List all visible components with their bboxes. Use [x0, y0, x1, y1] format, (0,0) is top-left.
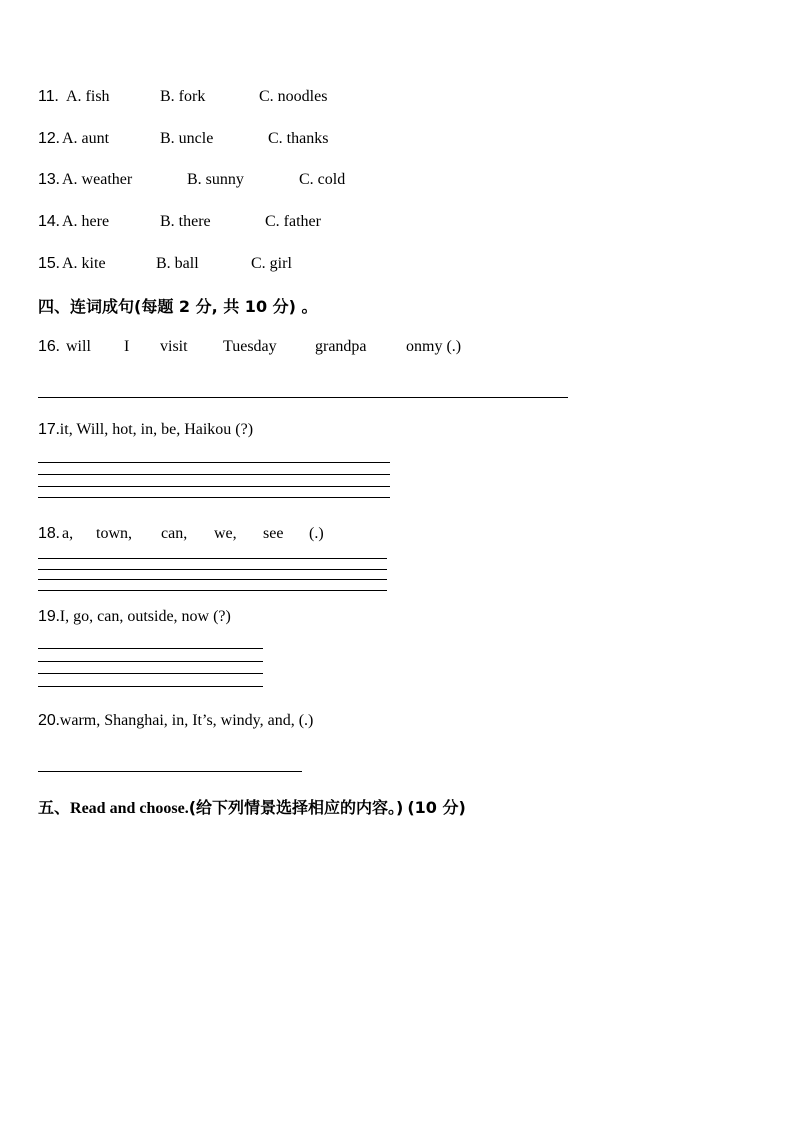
question-number: 18	[38, 525, 56, 542]
option-c: C. father	[265, 213, 321, 230]
question-words: warm, Shanghai, in, It’s, windy, and, (.)	[59, 712, 314, 729]
option-b: B. there	[160, 213, 211, 230]
question-16: 16. will I visit Tuesday grandpa onmy (.)	[38, 338, 462, 355]
option-c: C. thanks	[268, 130, 329, 147]
answer-line[interactable]	[38, 497, 390, 498]
question-number: 16	[38, 338, 56, 355]
answer-line[interactable]	[38, 590, 387, 591]
word: we,	[214, 525, 237, 542]
option-c: C. cold	[299, 171, 346, 188]
word: I	[124, 338, 130, 355]
question-13: 13. A. weather B. sunny C. cold	[38, 171, 346, 188]
word: can,	[161, 525, 188, 542]
question-11: 11. A. fish B. fork C. noodles	[38, 88, 328, 105]
answer-line[interactable]	[38, 771, 302, 772]
option-b: B. ball	[156, 255, 199, 272]
question-number: 14	[38, 213, 56, 230]
answer-line[interactable]	[38, 579, 387, 580]
answer-line[interactable]	[38, 397, 568, 398]
question-20: 20.warm, Shanghai, in, It’s, windy, and, (.)	[38, 712, 314, 729]
question-number: 11	[38, 88, 55, 105]
answer-line[interactable]	[38, 486, 390, 487]
answer-line[interactable]	[38, 569, 387, 570]
option-a: A. aunt	[62, 130, 110, 147]
question-number: 17	[38, 421, 56, 438]
answer-line[interactable]	[38, 648, 263, 649]
question-words: I, go, can, outside, now (?)	[59, 608, 231, 625]
word: (.)	[309, 525, 324, 542]
question-18: 18. a, town, can, we, see (.)	[38, 525, 324, 542]
option-a: A. weather	[62, 171, 133, 188]
section-4-heading: 四、连词成句(每题 2 分, 共 10 分) 。	[38, 297, 318, 316]
section-5-heading: 五、Read and choose.(给下列情景选择相应的内容。) (10 分)	[38, 798, 466, 817]
option-c: C. girl	[251, 255, 292, 272]
option-a: A. here	[62, 213, 110, 230]
word: town,	[96, 525, 132, 542]
answer-line[interactable]	[38, 558, 387, 559]
question-number: 13	[38, 171, 56, 188]
question-14: 14. A. here B. there C. father	[38, 213, 321, 230]
word: a,	[62, 525, 74, 542]
question-words: it, Will, hot, in, be, Haikou (?)	[59, 421, 254, 438]
answer-line[interactable]	[38, 673, 263, 674]
question-15: 15. A. kite B. ball C. girl	[38, 255, 292, 272]
word: will	[66, 338, 91, 355]
section-5-title-cn: (给下列情景选择相应的内容。)	[188, 798, 404, 817]
answer-line[interactable]	[38, 474, 390, 475]
option-b: B. sunny	[187, 171, 244, 188]
question-number: 12	[38, 130, 56, 147]
question-17: 17.it, Will, hot, in, be, Haikou (?)	[38, 421, 254, 438]
option-c: C. noodles	[259, 88, 328, 105]
word: see	[263, 525, 284, 542]
answer-line[interactable]	[38, 462, 390, 463]
answer-line[interactable]	[38, 661, 263, 662]
option-b: B. fork	[160, 88, 206, 105]
word: onmy (.)	[406, 338, 462, 355]
question-12: 12. A. aunt B. uncle C. thanks	[38, 130, 329, 147]
section-5-score: (10 分)	[407, 798, 466, 817]
question-number: 20	[38, 712, 56, 729]
answer-line[interactable]	[38, 686, 263, 687]
option-b: B. uncle	[160, 130, 214, 147]
section-5-title-en: Read and choose.	[70, 800, 189, 817]
question-number: 15	[38, 255, 56, 272]
word: Tuesday	[223, 338, 277, 355]
word: grandpa	[315, 338, 367, 355]
option-a: A. fish	[66, 88, 110, 105]
question-19: 19.I, go, can, outside, now (?)	[38, 608, 231, 625]
word: visit	[160, 338, 188, 355]
question-number: 19	[38, 608, 56, 625]
option-a: A. kite	[62, 255, 106, 272]
